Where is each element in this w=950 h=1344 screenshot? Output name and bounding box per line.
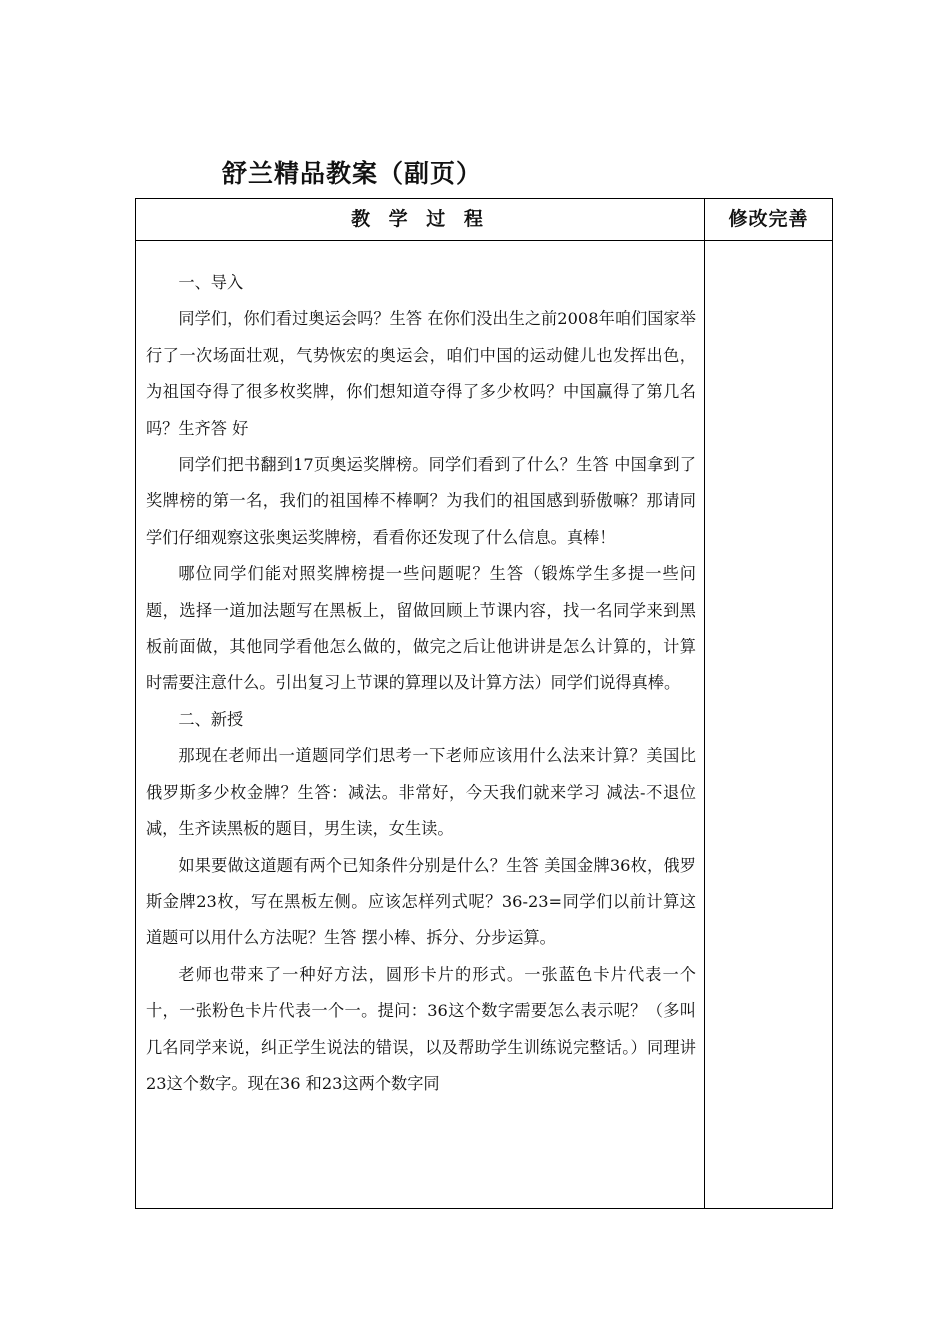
paragraph: 如果要做这道题有两个已知条件分别是什么？生答 美国金牌36枚，俄罗斯金牌23枚，写在黑板左侧。应该怎样列式呢？36-23=同学们以前计算这道题可以用什么方法呢？生答 摆小棒、拆分、分步运算。 bbox=[146, 855, 696, 948]
revision-notes-cell bbox=[706, 242, 832, 1208]
teaching-process-header: 教 学 过 程 bbox=[351, 208, 489, 230]
page-title: 舒兰精品教案（副页） bbox=[222, 159, 483, 188]
paragraph: 哪位同学们能对照奖牌榜提一些问题呢？生答（锻炼学生多提一些问题，选择一道加法题写在黑板上，留做回顾上节课内容，找一名同学来到黑板前面做，其他同学看他怎么做的，做完之后让他讲讲是怎么计算的，计算时需要注意什么。引出复习上节课的算理以及计算方法）同学们说得真棒。 bbox=[146, 564, 696, 693]
paragraph-intro-heading: 一、导入 bbox=[178, 273, 244, 292]
header-divider bbox=[136, 240, 832, 241]
paragraph: 那现在老师出一道题同学们思考一下老师应该用什么法来计算？美国比俄罗斯多少枚金牌？生答：减法。非常好，今天我们就来学习 减法-不退位减，生齐读黑板的题目，男生读，女生读。 bbox=[146, 746, 696, 839]
paragraph: 老师也带来了一种好方法，圆形卡片的形式。一张蓝色卡片代表一个十，一张粉色卡片代表一个一。提问：36这个数字需要怎么表示呢？（多叫几名同学来说，纠正学生说法的错误，以及帮助学生训练说完整话。）同理讲23这个数字。现在36 和23这两个数字同 bbox=[146, 964, 696, 1093]
lesson-plan-table bbox=[135, 198, 833, 1209]
paragraph: 同学们把书翻到17页奥运奖牌榜。同学们看到了什么？生答 中国拿到了奖牌榜的第一名，我们的祖国棒不棒啊？为我们的祖国感到骄傲嘛？那请同学们仔细观察这张奥运奖牌榜，看看你还发现了什么信息。真棒！ bbox=[146, 455, 696, 547]
column-divider bbox=[704, 199, 705, 1208]
paragraph: 同学们，你们看过奥运会吗？生答 在你们没出生之前2008年咱们国家举行了一次场面壮观，气势恢宏的奥运会，咱们中国的运动健儿也发挥出色，为祖国夺得了很多枚奖牌，你们想知道夺得了多少枚吗？中国赢得了第几名吗？生齐答 好 bbox=[146, 309, 696, 438]
paragraph-new-lesson-heading: 二、新授 bbox=[178, 709, 244, 729]
revision-header: 修改完善 bbox=[728, 208, 809, 230]
teaching-process-content bbox=[146, 265, 696, 1102]
